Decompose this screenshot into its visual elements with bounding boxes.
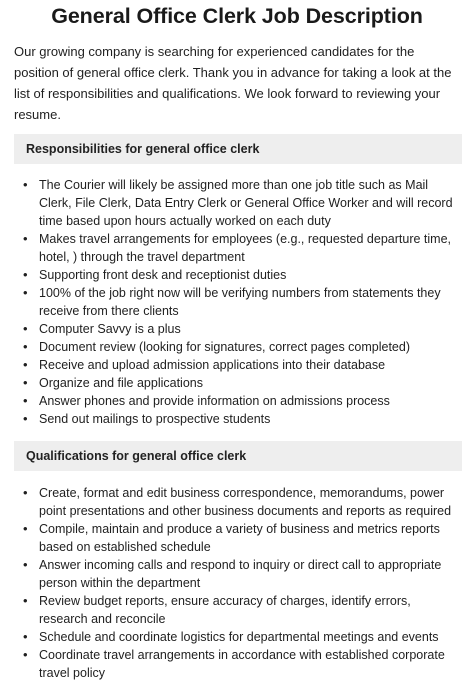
bullet-icon: • <box>23 267 28 282</box>
list-item-text: Answer incoming calls and respond to inquiry or direct call to appropriate person within the department <box>39 558 442 590</box>
list-item <box>14 284 460 320</box>
list-item <box>14 266 460 284</box>
bullet-icon: • <box>23 557 28 572</box>
bullet-icon: • <box>23 321 28 336</box>
list-item-text: Receive and upload admission applications into their database <box>39 358 386 372</box>
bullet-icon: • <box>23 231 28 246</box>
qualifications-heading: Qualifications for general office clerk <box>14 441 462 471</box>
list-item-text: Review budget reports, ensure accuracy of charges, identify errors, research and reconcile <box>39 594 411 626</box>
list-item <box>14 410 460 428</box>
list-item <box>14 628 460 646</box>
responsibilities-list <box>14 176 460 428</box>
list-item-text: Makes travel arrangements for employees (e.g., requested departure time, hotel, ) through the travel department <box>39 232 452 264</box>
list-item-text: Compile, maintain and produce a variety of business and metrics reports based on established schedule <box>39 522 440 554</box>
list-item-text: Schedule and coordinate logistics for departmental meetings and events <box>39 630 439 644</box>
list-item <box>14 520 460 556</box>
bullet-icon: • <box>23 285 28 300</box>
list-item-text: Document review (looking for signatures, correct pages completed) <box>39 340 411 354</box>
bullet-icon: • <box>23 393 28 408</box>
list-item <box>14 320 460 338</box>
list-item-text: The Courier will likely be assigned more than one job title such as Mail Clerk, File Clerk, Data Entry Clerk or General Office Worker and will record time based upon hours actually worked on each duty <box>39 178 453 228</box>
bullet-icon: • <box>23 593 28 608</box>
list-item <box>14 646 460 682</box>
bullet-icon: • <box>23 357 28 372</box>
bullet-icon: • <box>23 411 28 426</box>
list-item-text: 100% of the job right now will be verifying numbers from statements they receive from there clients <box>39 286 441 318</box>
qualifications-list <box>14 484 460 682</box>
bullet-icon: • <box>23 629 28 644</box>
list-item-text: Supporting front desk and receptionist duties <box>39 268 287 282</box>
bullet-icon: • <box>23 375 28 390</box>
list-item-text: Send out mailings to prospective students <box>39 412 271 426</box>
intro-paragraph: Our growing company is searching for experienced candidates for the position of general office clerk. Thank you in advance for taking a look at the list of responsibilities and qualifications. We look forward to reviewing your resume. <box>14 44 452 122</box>
bullet-icon: • <box>23 339 28 354</box>
list-item-text: Organize and file applications <box>39 376 203 390</box>
bullet-icon: • <box>23 177 28 192</box>
bullet-icon: • <box>23 647 28 662</box>
bullet-icon: • <box>23 521 28 536</box>
page-title: General Office Clerk Job Description <box>51 4 423 28</box>
list-item-text: Computer Savvy is a plus <box>39 322 181 336</box>
list-item <box>14 338 460 356</box>
list-item <box>14 392 460 410</box>
list-item <box>14 356 460 374</box>
list-item <box>14 556 460 592</box>
list-item <box>14 592 460 628</box>
list-item <box>14 176 460 230</box>
responsibilities-heading: Responsibilities for general office clerk <box>14 134 462 164</box>
bullet-icon: • <box>23 485 28 500</box>
list-item-text: Answer phones and provide information on admissions process <box>39 394 390 408</box>
list-item-text: Create, format and edit business correspondence, memorandums, power point presentations and other business documents and reports as required <box>39 486 452 518</box>
list-item <box>14 374 460 392</box>
list-item <box>14 230 460 266</box>
list-item <box>14 484 460 520</box>
list-item-text: Coordinate travel arrangements in accordance with established corporate travel policy <box>39 648 445 680</box>
